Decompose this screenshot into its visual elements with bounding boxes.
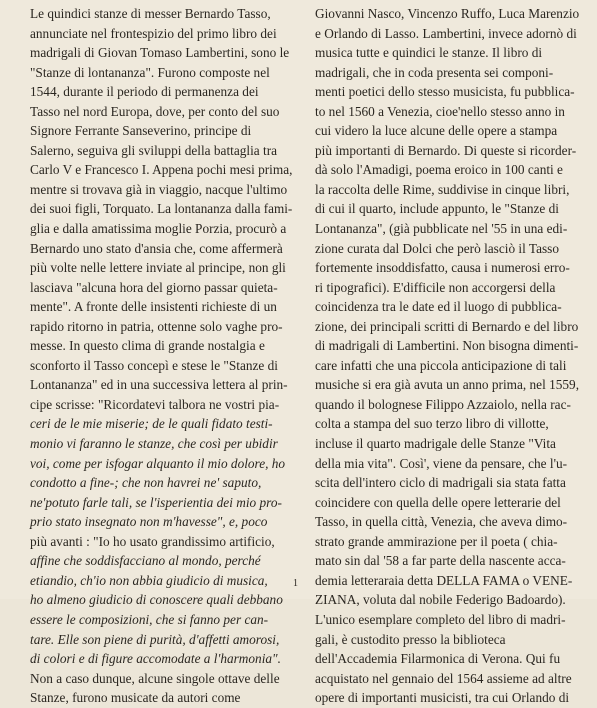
text-line: ceri de le mie miserie; de le quali fidato testi- <box>30 416 273 432</box>
text-line: Tasso, in quella città, Venezia, che aveva dimo- <box>315 514 568 530</box>
text-line: Le quindici stanze di messer Bernardo Tasso, <box>30 6 271 21</box>
page-number: 1 <box>293 578 298 589</box>
text-line: madrigali di Giovan Tomaso Lambertini, sono le <box>30 45 290 61</box>
text-line: to nel 1560 a Venezia, cioe'nello stesso anno in <box>315 103 565 119</box>
left-text-column <box>30 4 292 708</box>
text-line: ho almeno giudicio di conoscere quali debbano <box>30 592 283 608</box>
text-line: Tasso nel nord Europa, dove, per conto del suo <box>30 103 280 119</box>
text-line: strato grande ammirazione per il poeta ( chia- <box>315 533 558 549</box>
text-line: "Stanze di lontananza". Furono composte nel <box>30 64 270 80</box>
text-line: più avanti : "Io ho usato grandissimo artificio, <box>30 533 275 549</box>
text-line: della mia vita". Così', viene da pensare, che l'u- <box>315 455 568 471</box>
text-line: più volte nelle lettere inviate al principe, non gli <box>30 260 286 276</box>
text-line: Non a caso dunque, alcune singole ottave delle <box>30 670 280 686</box>
text-line: dell'Accademia Filarmonica di Verona. Qui fu <box>315 651 561 667</box>
text-line: condotto a fine-; che non havrei ne' saputo, <box>30 475 262 491</box>
text-line: Salerno, seguiva gli sviluppi della battaglia tra <box>30 142 278 158</box>
text-line: etiandio, ch'io non abbia giudicio di musica, <box>30 572 268 588</box>
text-line: musiche si era già avuta un anno prima, nel 1559, <box>315 377 580 393</box>
text-line: cipe scrisse: "Ricordatevi talbora ne vostri pia- <box>30 396 280 412</box>
text-line: di colori e di figure accomodate a l'harmonia". <box>30 651 281 667</box>
text-line: care infatti che una piccola anticipazione di tali <box>315 357 567 373</box>
text-line: prio stato insegnato non m'havesse", e, poco <box>30 514 268 530</box>
text-line: quando il bolognese Filippo Azzaiolo, nella rac- <box>315 396 571 412</box>
text-line: Bernardo uno stato d'ansia che, come affermerà <box>30 240 283 256</box>
text-line: voi, come per isfogar alquanto il mio dolore, ho <box>30 455 286 471</box>
text-line: gali, è custodito presso la biblioteca <box>315 631 506 647</box>
text-line: tare. Elle son piene di purità, d'affetti amorosi, <box>30 631 280 647</box>
text-line: fortemente insoddisfatto, causa i numerosi erro- <box>315 260 570 276</box>
text-line: di madrigali di Lambertini. Non bisogna dimenti- <box>315 338 579 354</box>
text-line: demia letteraraia detta DELLA FAMA o VENE- <box>315 572 573 588</box>
text-line: mente". A fronte delle insistenti richieste di un <box>30 299 277 315</box>
text-line: monio vi faranno le stanze, che così per ubidir <box>30 436 278 452</box>
text-line: ZIANA, voluta dal nobile Federigo Badoardo). <box>315 592 566 608</box>
text-line: Lontananza", (già pubblicate nel '55 in una edi- <box>315 221 568 237</box>
right-text-column <box>315 4 581 708</box>
text-line: essere le composizioni, che si fanno per can- <box>30 611 269 627</box>
text-line: Signore Ferrante Sanseverino, principe di <box>30 123 252 139</box>
text-line: incluse il quarto madrigale delle Stanze "Vita <box>315 436 556 452</box>
text-line: glia e dalla amatissima moglie Porzia, procurò a <box>30 221 287 237</box>
text-line: messe. In questo clima di grande nostalgia e <box>30 338 265 354</box>
text-line: ri tipografici). E'difficile non accorgersi della <box>315 279 556 295</box>
text-line: di cui il quarto, include appunto, le "Stanze di <box>315 201 559 217</box>
text-line: dà solo l'Amadigi, poema eroico in 100 canti e <box>315 162 563 178</box>
text-line: Lontananza" ed in una successiva lettera al prin- <box>30 377 288 393</box>
text-line: 1544, durante il periodo di permanenza dei <box>30 84 259 100</box>
text-line: Giovanni Nasco, Vincenzo Ruffo, Luca Marenzio <box>315 6 580 21</box>
text-line: zione, dei principali scritti di Bernardo e del libro <box>315 318 579 334</box>
text-line: opere di importanti musicisti, tra cui Orlando di <box>315 690 570 706</box>
text-line: e Orlando di Lasso. Lambertini, invece adornò di <box>315 25 577 41</box>
text-line: Carlo V e Francesco I. Appena pochi mesi prima, <box>30 162 293 178</box>
text-line: la raccolta delle Rime, suddivise in cinque libri, <box>315 181 570 197</box>
text-line: musica tutte e quindici le stanze. Il libro di <box>315 45 543 61</box>
text-line: dei suoi figli, Torquato. La lontananza dalla fami- <box>30 201 293 217</box>
text-line: madrigali, che in coda presenta sei componi- <box>315 64 554 80</box>
text-line: coincidere con quella delle opere letterarie del <box>315 494 561 510</box>
text-line: annunciate nel frontespizio del primo libro dei <box>30 25 277 41</box>
text-line: sconforto il Tasso concepì e stese le "Stanze di <box>30 357 278 373</box>
text-line: cui videro la luce alcune delle opere a stampa <box>315 123 558 139</box>
text-line: mentre si trovava già in viaggio, nacque l'ultimo <box>30 181 288 197</box>
text-line: affine che soddisfacciano al mondo, perché <box>30 553 261 569</box>
text-line: coincidenza tra le date ed il luogo di pubblica- <box>315 299 562 315</box>
text-line: colta a stampa del suo terzo libro di villotte, <box>315 416 549 432</box>
text-line: lasciava "alcuna hora del giorno passar quieta- <box>30 279 278 295</box>
text-line: più importanti di Bernardo. Di queste si ricorder- <box>315 142 577 158</box>
text-line: Stanze, furono musicate da autori come <box>30 690 241 706</box>
text-line: ne'potuto farle tali, se l'isperientia dei mio pro- <box>30 494 282 510</box>
text-line: zione curata dal Dolci che però lasciò il Tasso <box>315 240 559 256</box>
text-line: rapido ritorno in patria, ottenne solo vaghe pro- <box>30 318 283 334</box>
text-line: acquistato nel gennaio del 1564 assieme ad altre <box>315 670 572 686</box>
text-line: mato sin dal '58 a far parte della nascente acca- <box>315 553 566 569</box>
text-line: scita dell'intero ciclo di madrigali sia stata fatta <box>315 475 566 491</box>
text-line: menti poetici dello stesso musicista, fu pubblica- <box>315 84 575 100</box>
text-line: L'unico esemplare completo del libro di madri- <box>315 611 566 627</box>
